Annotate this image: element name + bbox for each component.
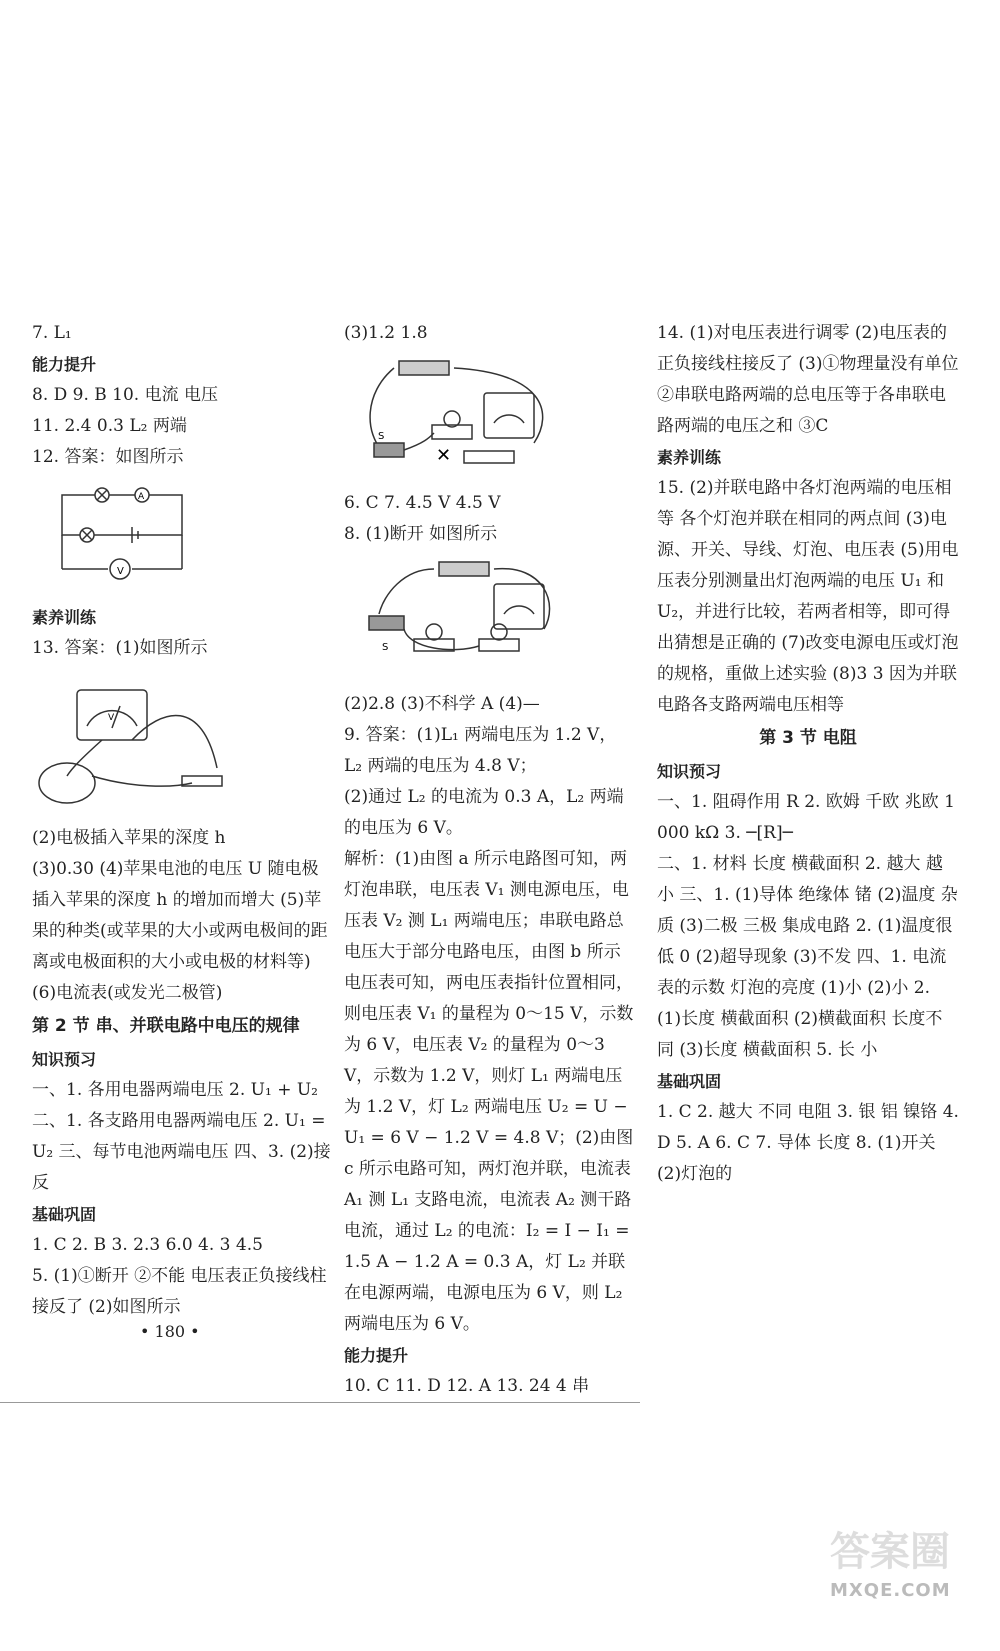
section-heading: 知识预习 (32, 1050, 97, 1069)
answer-line: 8. D 9. B 10. 电流 电压 (32, 385, 219, 405)
section-heading: 基础巩固 (657, 1072, 722, 1091)
answer-line: (2)通过 L₂ 的电流为 0.3 A，L₂ 两端的电压为 6 V。 (344, 787, 624, 838)
apple-battery-figure (32, 668, 332, 819)
answer-line: 解析：(1)由图 a 所示电路图可知，两灯泡串联，电压表 V₁ 测电源电压，电压表 V₂ 测 L₁ 两端电压；串联电路总电压大于部分电路电压，由图 b 所示电压表可知，两电压表指针位置相同，则电压表 V₁ 的量程为 0～15 V，示数为 6 V，电压表 V₂ 的量程为 0～3 V，示数为 1.2 V，则灯 L₁ 两端电压为 1.2 V，灯 L₂ 两端电压 U₂ = U − U₁ = 6 V − 1.2 V = 4.8 V；(2)由图 c 所示电路可知，两灯泡并联，电流表 A₁ 测 L₁ 支路电流，电流表 A₂ 测干路电流，通过 L₂ 的电流：I₂ = I − I₁ = 1.5 A − 1.2 A = 0.3 A，灯 L₂ 并联在电源两端，电源电压为 6 V，则 L₂ 两端电压为 6 V。 (344, 849, 634, 1334)
column-right (657, 318, 959, 1190)
answer-line: 11. 2.4 0.3 L₂ 两端 (32, 416, 187, 436)
answer-line: (2)2.8 (3)不科学 A (4)— (344, 694, 540, 714)
answer-line: 5. (1)①断开 ②不能 电压表正负接线柱接反了 (2)如图所示 (32, 1266, 327, 1317)
answer-line: 6. C 7. 4.5 V 4.5 V (344, 493, 501, 513)
svg-text:✕: ✕ (436, 445, 452, 466)
column-middle (344, 318, 634, 1402)
circuit-diagram-12 (32, 477, 332, 598)
svg-text:A: A (138, 492, 145, 502)
bottom-rule (0, 1402, 640, 1403)
section-heading: 能力提升 (32, 355, 97, 374)
answer-line: 1. C 2. 越大 不同 电阻 3. 银 铝 镍铬 4. D 5. A 6. C 7. 导体 长度 8. (1)开关 (2)灯泡的 (657, 1102, 959, 1184)
svg-text:S: S (382, 642, 389, 653)
answer-line: 1. C 2. B 3. 2.3 6.0 4. 3 4.5 (32, 1235, 263, 1255)
answer-line: (3)0.30 (4)苹果电池的电压 U 随电极插入苹果的深度 h 的增加而增大 (5)苹果的种类(或苹果的大小或两电极间的距离或电极面积的大小或电极的材料等) (6)电流表(或发光二极管) (32, 859, 328, 1003)
watermark-text: MXQE.COM (830, 1580, 951, 1601)
page-number: • 180 • (140, 1322, 200, 1341)
svg-text:V: V (117, 566, 124, 577)
answer-line: (2)电极插入苹果的深度 h (32, 828, 226, 848)
section-heading: 素养训练 (32, 608, 97, 627)
answer-line: 9. 答案：(1)L₁ 两端电压为 1.2 V，L₂ 两端的电压为 4.8 V； (344, 725, 617, 776)
answer-line: 15. (2)并联电路中各灯泡两端的电压相等 各个灯泡并联在相同的两点间 (3)电源、开关、导线、灯泡、电压表 (5)用电压表分别测量出灯泡两端的电压 U₁ 和 U₂，并进行比较，若两者相等，即可得出猜想是正确的 (7)改变电源电压或灯泡的规格，重做上述实验 (8)3 3 因为并联电路各支路两端电压相等 (657, 478, 959, 715)
answer-line: 12. 答案：如图所示 (32, 447, 184, 467)
section-heading: 知识预习 (657, 762, 722, 781)
section-title: 第 2 节 串、并联电路中电压的规律 (32, 1016, 300, 1036)
svg-text:S: S (378, 431, 385, 442)
answer-line: 二、1. 材料 长度 横截面积 2. 越大 越小 三、1. (1)导体 绝缘体 锗 (2)温度 杂质 (3)二极 三极 集成电路 2. (1)温度很低 0 (2)超导现象 (3)不发 四、1. 电流表的示数 灯泡的亮度 (1)小 (2)小 2. (1)长度 横截面积 (2)横截面积 长度不同 (3)长度 横截面积 5. 长 小 (657, 854, 958, 1060)
section-heading: 能力提升 (344, 1346, 409, 1365)
section-heading: 基础巩固 (32, 1205, 97, 1224)
answer-line: 8. (1)断开 如图所示 (344, 524, 498, 544)
watermark-logo: 答案圈 (830, 1529, 950, 1575)
answer-line: (3)1.2 1.8 (344, 323, 428, 343)
circuit-photo-1 (344, 353, 634, 484)
section-title: 第 3 节 电阻 (759, 728, 857, 748)
answer-line: 7. L₁ (32, 323, 72, 343)
section-heading: 素养训练 (657, 448, 722, 467)
answer-line: 14. (1)对电压表进行调零 (2)电压表的正负接线柱接反了 (3)①物理量没有单位 ②串联电路两端的总电压等于各串联电路两端的电压之和 ③C (657, 323, 959, 436)
answer-line: 10. C 11. D 12. A 13. 24 4 串 (344, 1376, 590, 1396)
answer-line: 一、1. 阻碍作用 R 2. 欧姆 千欧 兆欧 1 000 kΩ 3. ─[R]─ (657, 792, 955, 843)
column-left (32, 318, 332, 1323)
answer-line: 一、1. 各用电器两端电压 2. U₁ + U₂ 二、1. 各支路用电器两端电压 2. U₁ = U₂ 三、每节电池两端电压 四、3. (2)接反 (32, 1080, 331, 1193)
answer-line: 13. 答案：(1)如图所示 (32, 638, 208, 658)
circuit-photo-2 (344, 554, 634, 685)
svg-text:V: V (108, 713, 115, 723)
